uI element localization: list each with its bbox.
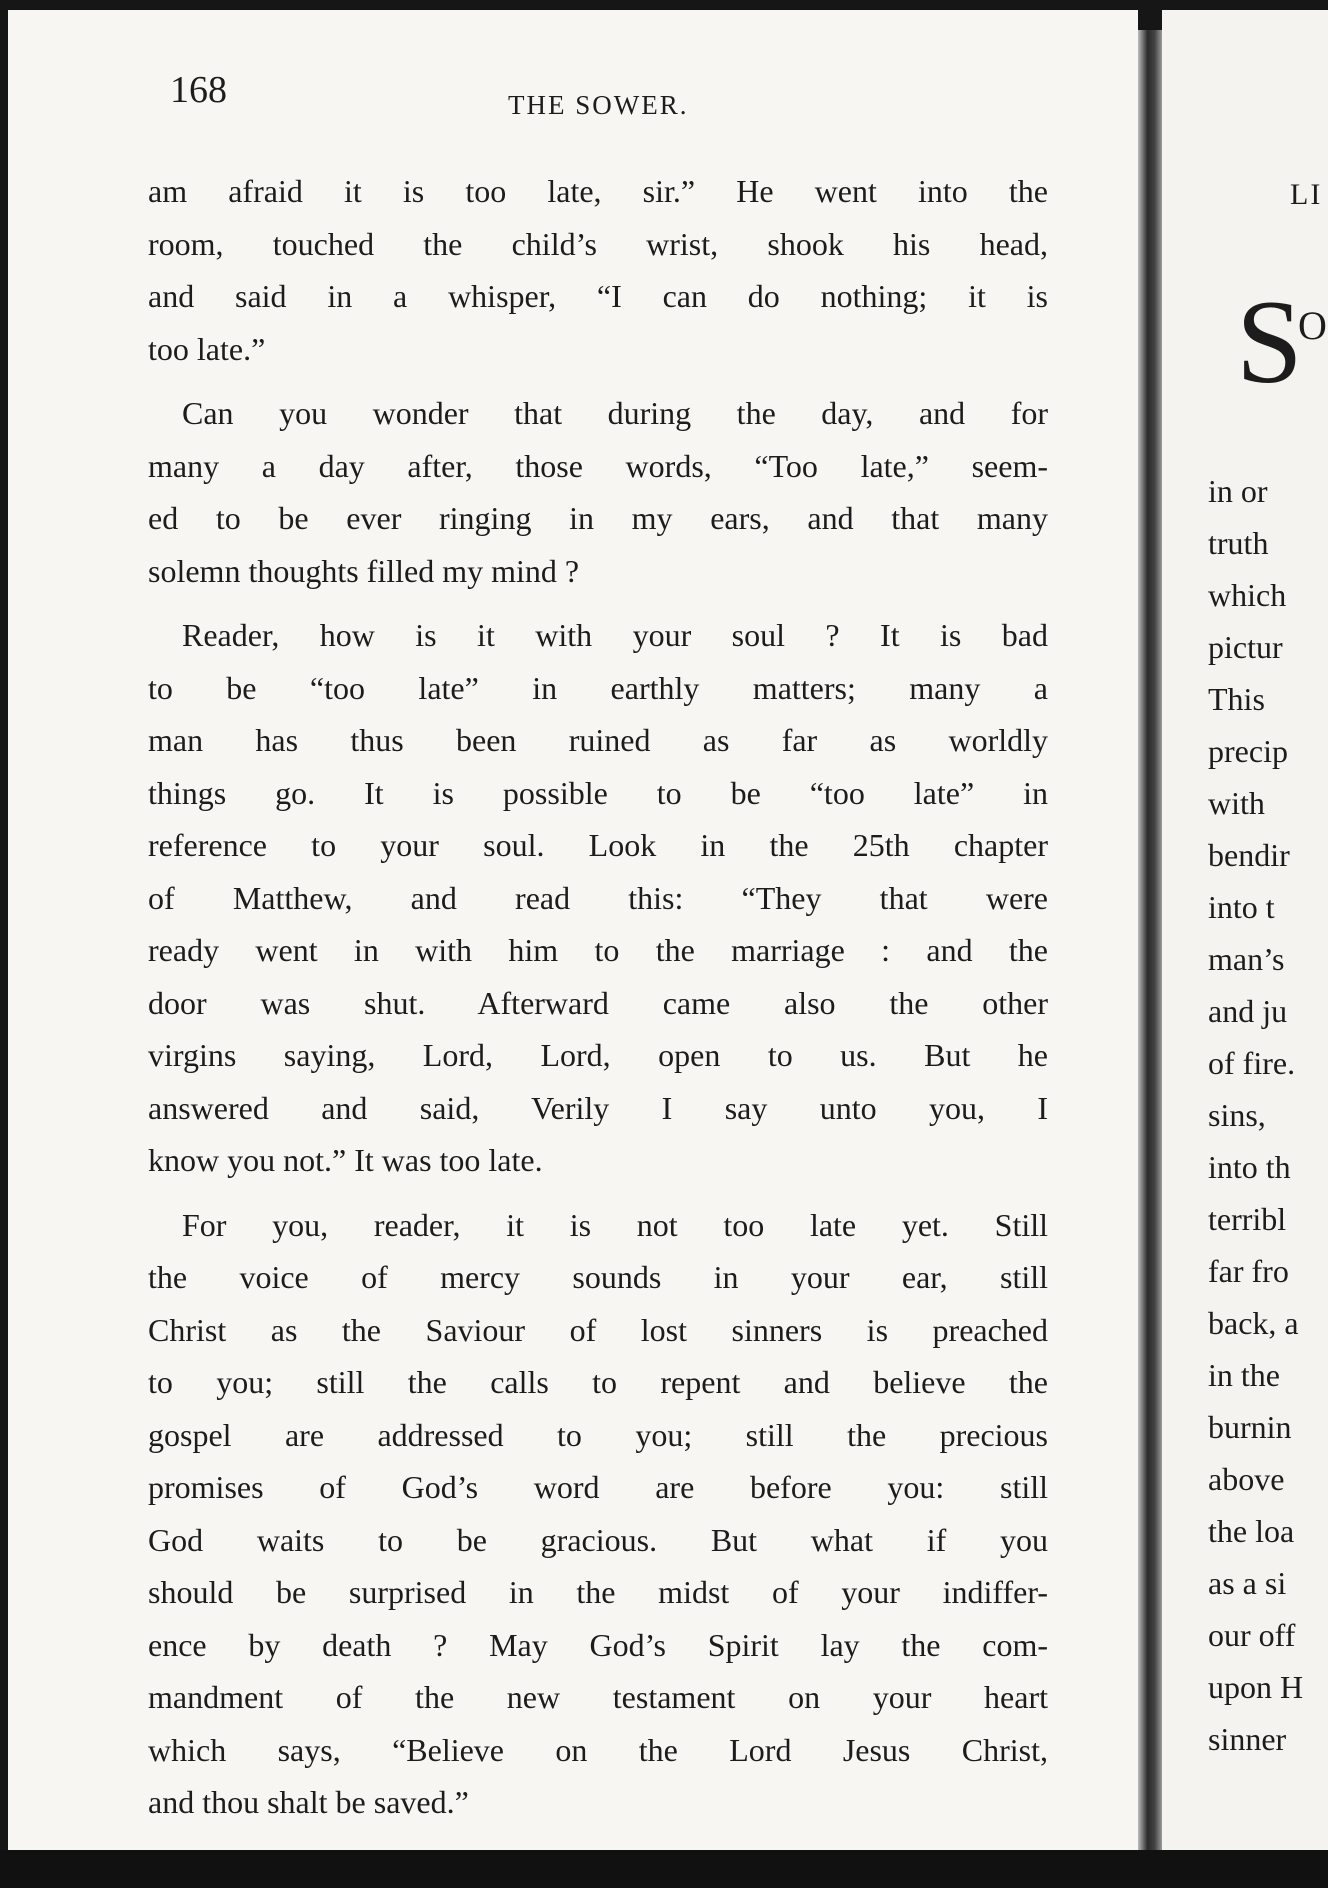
right-page-line: our off [1208,1617,1296,1653]
text-line: man has thus been ruined as far as worldly [148,722,1048,758]
paragraph-gap [148,597,1048,609]
right-page-line: This [1208,681,1265,717]
text-line: the voice of mercy sounds in your ear, still [148,1259,1048,1295]
right-page-line: truth [1208,525,1269,561]
text-line: and thou shalt be saved.” [148,1784,469,1820]
text-line: ed to be ever ringing in my ears, and that many [148,500,1048,536]
right-page-line: as a si [1208,1565,1287,1601]
right-page-line: upon H [1208,1669,1304,1705]
right-page-line: man’s [1208,941,1285,977]
text-line: gospel are addressed to you; still the precious [148,1416,1048,1453]
running-head [170,62,1050,122]
text-line: should be surprised in the midst of your indiffer- [148,1574,1048,1610]
text-line: answered and said, Verily I say unto you, I [148,1089,1048,1126]
right-page-line: and ju [1208,993,1288,1029]
right-page-line: above [1208,1461,1285,1497]
scan-bottom-edge [0,1850,1328,1888]
right-page-line: in the [1208,1357,1280,1393]
text-line: things go. It is possible to be “too late” in [148,774,1048,811]
text-line: am afraid it is too late, sir.” He went into the [148,173,1048,209]
text-line: to be “too late” in earthly matters; many a [148,669,1048,706]
right-page-heading: LI [1290,178,1323,211]
text-line: Reader, how is it with your soul ? It is bad [182,617,1048,653]
text-line: promises of God’s word are before you: still [148,1469,1048,1505]
right-page [1162,10,1328,1850]
right-page-drop-cap-small: O [1298,303,1327,348]
right-page-line: back, a [1208,1305,1299,1341]
text-line: room, touched the child’s wrist, shook his head, [148,225,1048,262]
text-line: Christ as the Saviour of lost sinners is preached [148,1311,1048,1348]
right-page-line: which [1208,577,1287,613]
text-line: God waits to be gracious. But what if you [148,1521,1048,1558]
right-page-line: burnin [1208,1409,1292,1445]
right-page-line: into t [1208,889,1275,925]
right-page-line: precip [1208,733,1288,769]
text-line: solemn thoughts filled my mind ? [148,552,580,589]
text-line: mandment of the new testament on your heart [148,1679,1048,1715]
text-line: Can you wonder that during the day, and for [182,395,1048,431]
page-number: 168 [170,69,227,111]
book-gutter [1138,30,1162,1850]
running-title: THE SOWER. [508,90,689,120]
text-line: For you, reader, it is not too late yet. Still [182,1206,1048,1243]
text-line: door was shut. Afterward came also the other [148,984,1048,1021]
text-line: reference to your soul. Look in the 25th chapter [148,827,1048,863]
right-page-line: sinner [1208,1721,1287,1757]
text-line: ready went in with him to the marriage : and the [148,932,1048,968]
right-page-line: pictur [1208,629,1283,665]
body-text [148,165,1048,1829]
text-line: which says, “Believe on the Lord Jesus Christ, [148,1731,1048,1768]
right-page-line: terribl [1208,1201,1287,1237]
paragraph-gap [148,375,1048,387]
right-page-line: in or [1208,473,1268,509]
right-page-line: with [1208,785,1265,821]
right-page-line: sins, [1208,1097,1266,1133]
text-line: ence by death ? May God’s Spirit lay the com- [148,1626,1048,1663]
text-line: too late.” [148,330,266,367]
right-page-line: far fro [1208,1253,1289,1289]
text-line: and said in a whisper, “I can do nothing; it is [148,278,1048,314]
right-page-line: the loa [1208,1513,1295,1549]
right-page-line: bendir [1208,837,1290,873]
paragraph-gap [148,1187,1048,1199]
right-page-text [1208,465,1303,1765]
text-line: know you not.” It was too late. [148,1142,543,1178]
text-line: to you; still the calls to repent and believe the [148,1364,1048,1400]
right-page-line: of fire. [1208,1045,1296,1081]
text-line: virgins saying, Lord, Lord, open to us. But he [148,1037,1048,1073]
right-page-line: into th [1208,1149,1291,1185]
right-page-drop-cap: S [1236,275,1303,408]
text-line: many a day after, those words, “Too late,” seem- [148,447,1048,484]
text-line: of Matthew, and read this: “They that were [148,879,1048,916]
